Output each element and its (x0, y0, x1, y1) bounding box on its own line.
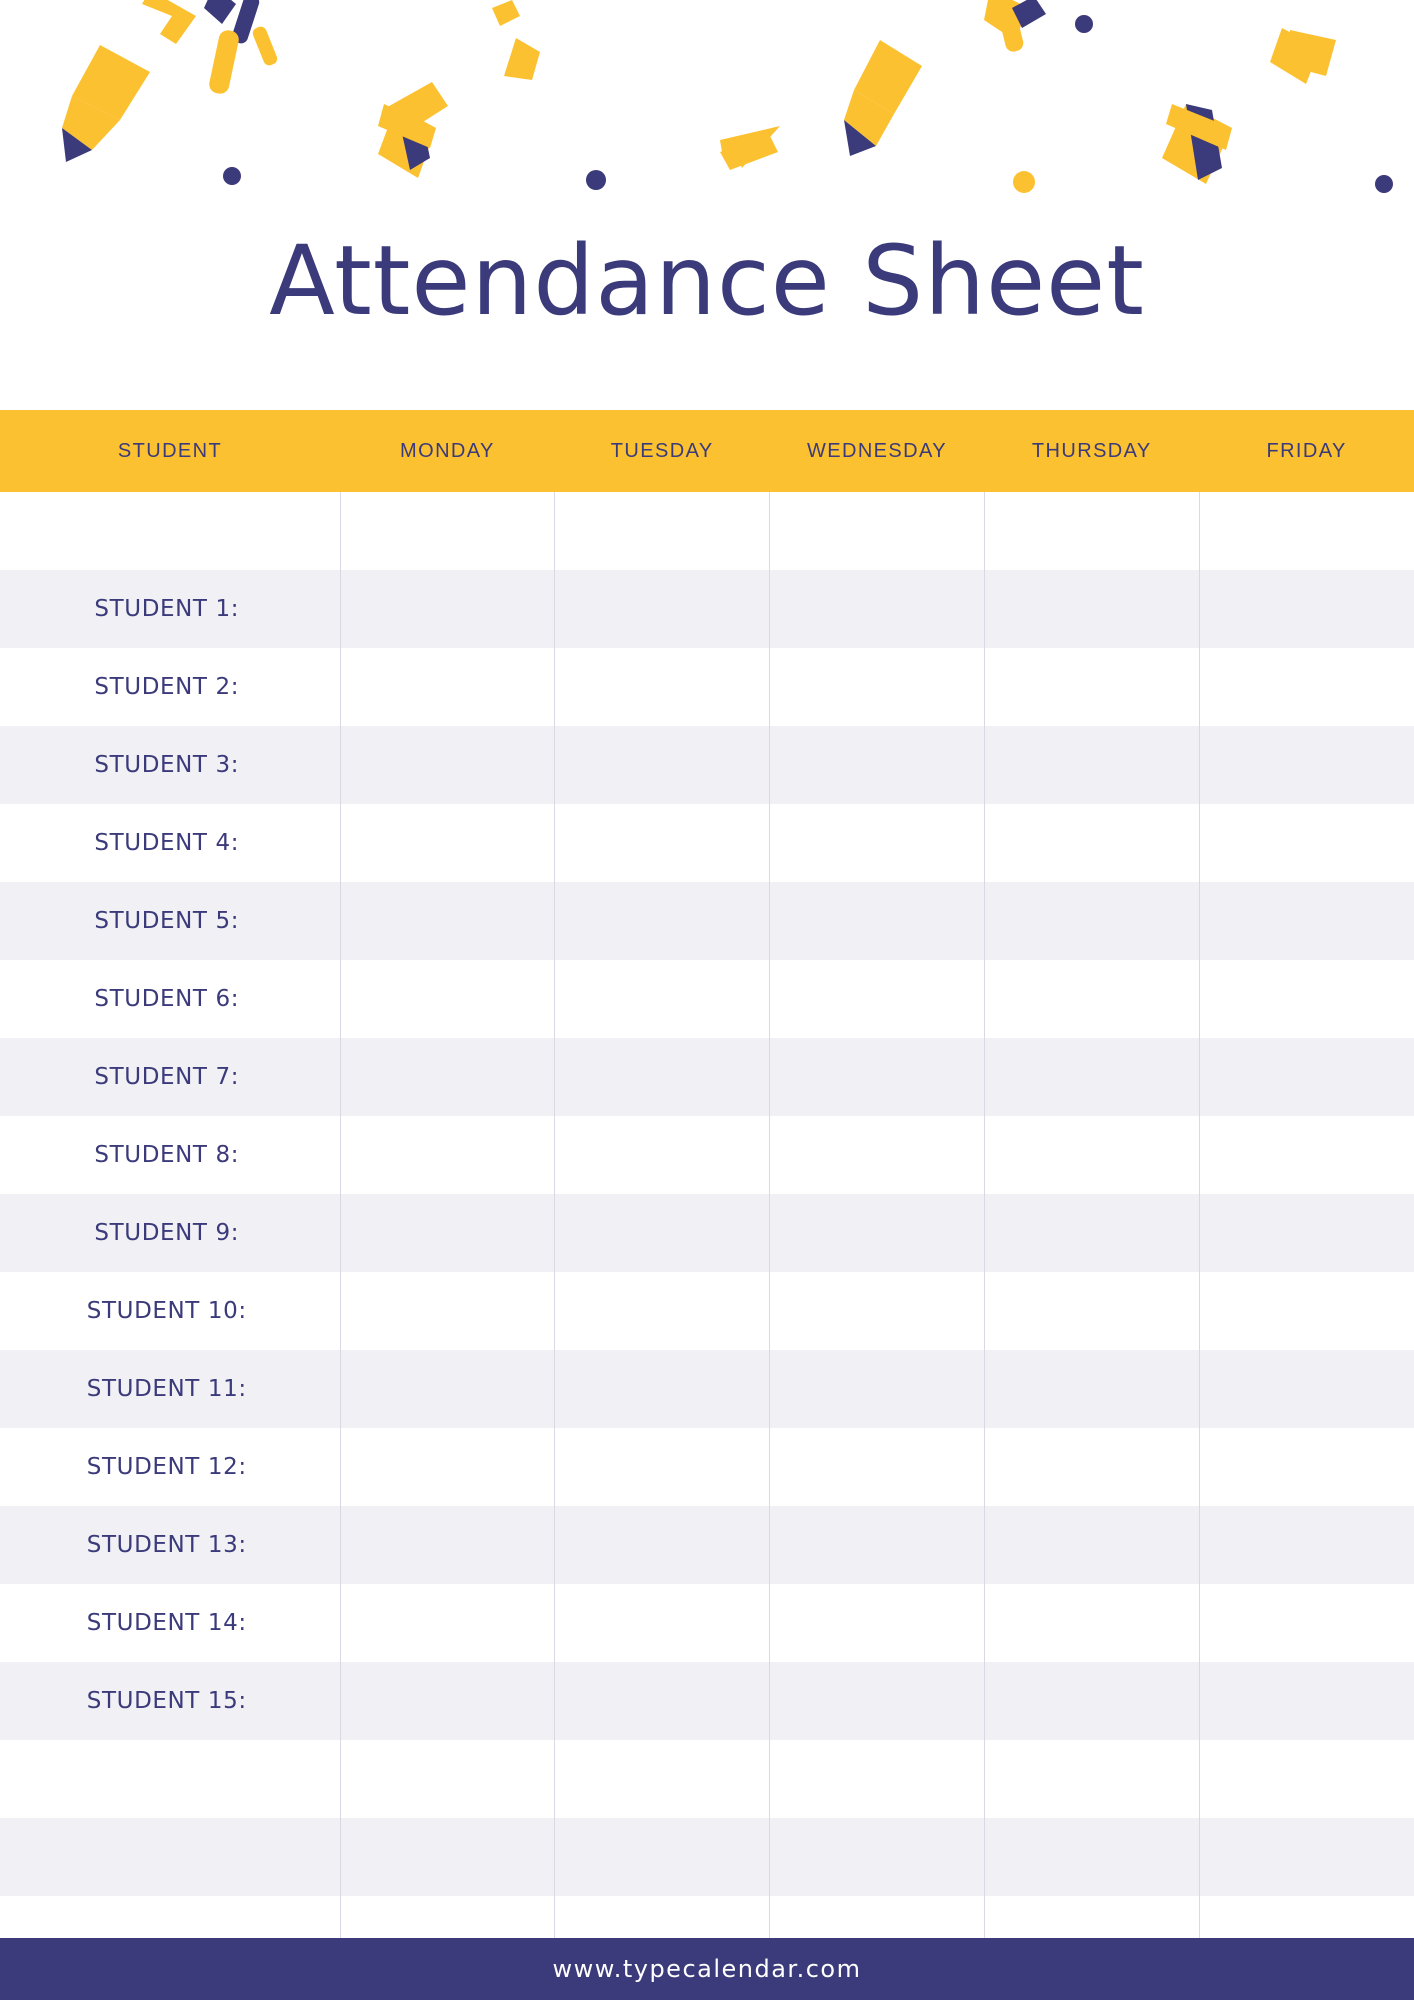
attendance-cell-thursday[interactable] (984, 570, 1199, 648)
attendance-cell-tuesday[interactable] (555, 726, 770, 804)
table-body (0, 492, 1414, 1974)
pencil-icon (62, 45, 150, 162)
spacer-cell (555, 492, 770, 570)
attendance-cell-wednesday[interactable] (770, 1740, 985, 1818)
student-name-cell: STUDENT 14: (0, 1584, 340, 1662)
pencil-icon (1162, 104, 1232, 184)
spacer-cell (984, 492, 1199, 570)
attendance-cell-wednesday[interactable] (770, 1818, 985, 1896)
confetti-dot (1075, 15, 1093, 33)
table-row (0, 882, 1414, 960)
table-header-row (0, 410, 1414, 492)
attendance-cell-wednesday[interactable] (770, 726, 985, 804)
attendance-cell-friday[interactable] (1199, 1350, 1414, 1428)
attendance-cell-friday[interactable] (1199, 570, 1414, 648)
attendance-cell-tuesday[interactable] (555, 1116, 770, 1194)
student-name-cell: STUDENT 6: (0, 960, 340, 1038)
confetti-dot (1375, 175, 1393, 193)
attendance-cell-friday[interactable] (1199, 1038, 1414, 1116)
attendance-cell-monday[interactable] (340, 1038, 555, 1116)
pencil-icon (844, 40, 922, 156)
student-name-cell: STUDENT 15: (0, 1662, 340, 1740)
attendance-cell-tuesday[interactable] (555, 1506, 770, 1584)
confetti-shape (251, 25, 279, 67)
attendance-cell-friday[interactable] (1199, 960, 1414, 1038)
decorative-header-illustration (0, 0, 1414, 230)
table-row (0, 960, 1414, 1038)
attendance-cell-tuesday[interactable] (555, 1272, 770, 1350)
student-name-cell: STUDENT 10: (0, 1272, 340, 1350)
attendance-cell-friday[interactable] (1199, 726, 1414, 804)
table-row (0, 648, 1414, 726)
attendance-cell-monday[interactable] (340, 1662, 555, 1740)
attendance-cell-monday[interactable] (340, 1506, 555, 1584)
attendance-cell-monday[interactable] (340, 1194, 555, 1272)
attendance-cell-friday[interactable] (1199, 1116, 1414, 1194)
table-row (0, 1506, 1414, 1584)
column-header-tuesday: TUESDAY (555, 410, 770, 492)
student-name-cell: STUDENT 8: (0, 1116, 340, 1194)
attendance-cell-wednesday[interactable] (770, 1116, 985, 1194)
confetti-shape (204, 0, 236, 24)
student-name-cell: STUDENT 1: (0, 570, 340, 648)
student-name-cell: STUDENT 5: (0, 882, 340, 960)
student-name-cell: STUDENT 9: (0, 1194, 340, 1272)
table-row (0, 1428, 1414, 1506)
attendance-cell-wednesday[interactable] (770, 960, 985, 1038)
attendance-cell-friday[interactable] (1199, 1662, 1414, 1740)
spacer-cell (1199, 492, 1414, 570)
attendance-cell-tuesday[interactable] (555, 960, 770, 1038)
attendance-cell-wednesday[interactable] (770, 1194, 985, 1272)
student-name-cell: STUDENT 12: (0, 1428, 340, 1506)
attendance-cell-monday[interactable] (340, 1350, 555, 1428)
table-row (0, 570, 1414, 648)
attendance-cell-thursday[interactable] (984, 882, 1199, 960)
attendance-cell-thursday[interactable] (984, 1194, 1199, 1272)
table-row (0, 726, 1414, 804)
attendance-cell-monday[interactable] (340, 1272, 555, 1350)
table-row (0, 1740, 1414, 1818)
attendance-cell-tuesday[interactable] (555, 1584, 770, 1662)
attendance-cell-tuesday[interactable] (555, 1662, 770, 1740)
attendance-cell-monday[interactable] (340, 960, 555, 1038)
attendance-cell-tuesday[interactable] (555, 882, 770, 960)
attendance-cell-thursday[interactable] (984, 1584, 1199, 1662)
attendance-cell-tuesday[interactable] (555, 1350, 770, 1428)
attendance-cell-friday[interactable] (1199, 804, 1414, 882)
table-row (0, 1116, 1414, 1194)
table-row (0, 1584, 1414, 1662)
table-row (0, 1194, 1414, 1272)
spacer-cell (340, 492, 555, 570)
confetti-shape (142, 0, 196, 44)
attendance-cell-wednesday[interactable] (770, 1038, 985, 1116)
student-name-cell: STUDENT 11: (0, 1350, 340, 1428)
attendance-cell-friday[interactable] (1199, 1506, 1414, 1584)
attendance-cell-tuesday[interactable] (555, 804, 770, 882)
table-row (0, 1038, 1414, 1116)
attendance-cell-thursday[interactable] (984, 1428, 1199, 1506)
attendance-cell-friday[interactable] (1199, 1584, 1414, 1662)
attendance-cell-tuesday[interactable] (555, 1194, 770, 1272)
attendance-cell-tuesday[interactable] (555, 1818, 770, 1896)
attendance-cell-thursday[interactable] (984, 1272, 1199, 1350)
student-name-cell (0, 1740, 340, 1818)
attendance-cell-friday[interactable] (1199, 882, 1414, 960)
attendance-cell-wednesday[interactable] (770, 570, 985, 648)
column-header-friday: FRIDAY (1199, 410, 1414, 492)
attendance-table (0, 410, 1414, 1974)
attendance-cell-friday[interactable] (1199, 648, 1414, 726)
attendance-cell-wednesday[interactable] (770, 1350, 985, 1428)
attendance-cell-wednesday[interactable] (770, 1584, 985, 1662)
attendance-table-container (0, 410, 1414, 1974)
student-name-cell: STUDENT 4: (0, 804, 340, 882)
table-row (0, 1272, 1414, 1350)
table-header (0, 410, 1414, 492)
attendance-cell-monday[interactable] (340, 726, 555, 804)
column-header-student: STUDENT (0, 410, 340, 492)
attendance-cell-monday[interactable] (340, 804, 555, 882)
attendance-cell-monday[interactable] (340, 570, 555, 648)
attendance-cell-wednesday[interactable] (770, 804, 985, 882)
column-header-thursday: THURSDAY (984, 410, 1199, 492)
attendance-cell-monday[interactable] (340, 882, 555, 960)
attendance-cell-monday[interactable] (340, 1428, 555, 1506)
attendance-cell-wednesday[interactable] (770, 1662, 985, 1740)
attendance-cell-thursday[interactable] (984, 726, 1199, 804)
attendance-cell-friday[interactable] (1199, 1428, 1414, 1506)
confetti-shape (504, 38, 540, 80)
footer-website-url[interactable]: www.typecalendar.com (552, 1955, 862, 1983)
confetti-dot (223, 167, 241, 185)
attendance-cell-friday[interactable] (1199, 1740, 1414, 1818)
attendance-cell-monday[interactable] (340, 1584, 555, 1662)
attendance-cell-thursday[interactable] (984, 1662, 1199, 1740)
page-title: Attendance Sheet (269, 225, 1145, 337)
attendance-cell-friday[interactable] (1199, 1818, 1414, 1896)
attendance-cell-thursday[interactable] (984, 648, 1199, 726)
table-row (0, 1662, 1414, 1740)
attendance-cell-monday[interactable] (340, 1740, 555, 1818)
attendance-cell-thursday[interactable] (984, 1116, 1199, 1194)
spacer-cell (770, 492, 985, 570)
attendance-cell-monday[interactable] (340, 1116, 555, 1194)
attendance-cell-tuesday[interactable] (555, 648, 770, 726)
header-spacer-row (0, 492, 1414, 570)
attendance-cell-thursday[interactable] (984, 1350, 1199, 1428)
attendance-cell-friday[interactable] (1199, 1272, 1414, 1350)
attendance-cell-thursday[interactable] (984, 1506, 1199, 1584)
table-row (0, 804, 1414, 882)
student-name-cell: STUDENT 13: (0, 1506, 340, 1584)
attendance-cell-wednesday[interactable] (770, 1428, 985, 1506)
confetti-shape (492, 0, 520, 26)
attendance-cell-thursday[interactable] (984, 1818, 1199, 1896)
column-header-wednesday: WEDNESDAY (770, 410, 985, 492)
student-name-cell (0, 1818, 340, 1896)
attendance-cell-tuesday[interactable] (555, 1428, 770, 1506)
attendance-cell-thursday[interactable] (984, 960, 1199, 1038)
student-name-cell: STUDENT 2: (0, 648, 340, 726)
table-row (0, 1350, 1414, 1428)
spacer-cell (0, 492, 340, 570)
student-name-cell: STUDENT 7: (0, 1038, 340, 1116)
table-row (0, 1818, 1414, 1896)
attendance-cell-friday[interactable] (1199, 1194, 1414, 1272)
attendance-cell-wednesday[interactable] (770, 1506, 985, 1584)
attendance-cell-tuesday[interactable] (555, 1038, 770, 1116)
attendance-cell-wednesday[interactable] (770, 1272, 985, 1350)
attendance-cell-wednesday[interactable] (770, 648, 985, 726)
attendance-cell-thursday[interactable] (984, 1038, 1199, 1116)
attendance-cell-wednesday[interactable] (770, 882, 985, 960)
column-header-monday: MONDAY (340, 410, 555, 492)
confetti-bar (208, 29, 241, 96)
attendance-cell-monday[interactable] (340, 1818, 555, 1896)
confetti-dot (1013, 171, 1035, 193)
attendance-cell-tuesday[interactable] (555, 1740, 770, 1818)
footer-bar (0, 1938, 1414, 2000)
attendance-cell-thursday[interactable] (984, 804, 1199, 882)
attendance-cell-monday[interactable] (340, 648, 555, 726)
attendance-cell-tuesday[interactable] (555, 570, 770, 648)
student-name-cell: STUDENT 3: (0, 726, 340, 804)
confetti-dot (586, 170, 606, 190)
attendance-cell-thursday[interactable] (984, 1740, 1199, 1818)
